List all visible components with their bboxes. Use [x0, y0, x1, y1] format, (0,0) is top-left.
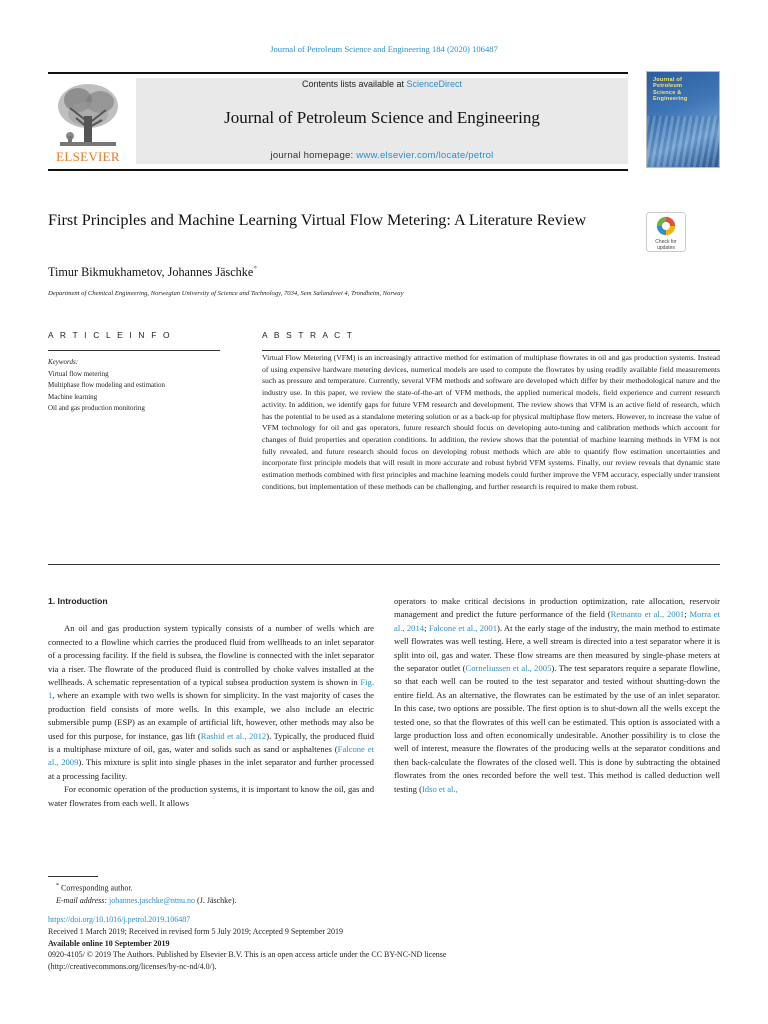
citation-link[interactable]: Falcone et al., 2009: [48, 744, 375, 768]
body-paragraph: [394, 595, 720, 796]
abstract-bottom-rule: [48, 564, 720, 565]
citation-link[interactable]: Falcone et al., 2001: [428, 622, 497, 633]
text-run: ;: [424, 622, 429, 633]
text-run: ). At the early stage of the industry, the main method to estimate well flowrates was well testing. Here, a well stream is directed into a test separator where it is split into oil, gas and water. These flow streams are then measured by single-phase meters at the separator outlet (: [394, 622, 720, 674]
keyword-item: Virtual flow metering: [48, 369, 109, 378]
body-column-right: [394, 595, 720, 796]
email-note: [56, 895, 236, 907]
cover-title-line: Science &: [653, 89, 682, 96]
citation-link[interactable]: Morra et al., 2014: [394, 609, 720, 633]
doi-link[interactable]: https://doi.org/10.1016/j.petrol.2019.106487: [48, 915, 191, 924]
publication-info: [48, 914, 446, 973]
journal-cover-thumbnail[interactable]: [646, 71, 720, 168]
cover-pattern: [647, 116, 720, 168]
affiliation: Department of Chemical Engineering, Norwegian University of Science and Technology, 7034, Sem Sælandsvei 4, Trondheim, Norway: [48, 290, 404, 297]
abstract-text: Virtual Flow Metering (VFM) is an increasingly attractive method for estimation of multiphase flowrates in oil and gas production systems. Instead of using expensive hardware metering devices, numerical models are used to compute the flowrates by using readily available field measurements such as pressure and temperature. Currently, several VFM methods and software are developed which differ by their methodological nature and the industry use. In this paper, we review the state-of-the-art of VFM methods, the applied numerical models, field experience and current research activity. In addition, we identify gaps for future VFM research and development. The review shows that VFM is an active field of research, which has the potential to be used as a standalone metering solution or as a back-up for physical multiphase flow meters. However, to increase the value of VFM technology for oil and gas operators, future research should focus on developing auto-tuning and calibration methods which account for changes of fluid properties and operation conditions. In addition, the review shows that the potential of machine learning methods in VFM is not fully revealed, and future research should focus on developing robust methods which are able to quantify flow estimation uncertainties and incorporate first principle models that will result in more accurate and robust hybrid VFM systems. Finally, our review reveals that dynamic state estimation methods combined with first principles and machine learning models could further improve the VFM accuracy, especially under transient conditions, but implementation of these methods can be challenging, and further research is required to make them robust.: [262, 353, 720, 491]
body-paragraph: [48, 622, 374, 783]
received-dates: Received 1 March 2019; Received in revised form 5 July 2019; Accepted 9 September 2019: [48, 926, 344, 936]
author-list: [48, 264, 257, 280]
elsevier-wordmark: ELSEVIER: [56, 149, 120, 164]
check-for-updates-icon[interactable]: [646, 212, 686, 252]
header-rule-bottom: [48, 169, 628, 171]
license-url: (http://creativecommons.org/licenses/by-nc-nd/4.0/).: [48, 962, 217, 972]
available-online: Available online 10 September 2019: [48, 938, 170, 948]
journal-reference[interactable]: Journal of Petroleum Science and Engineering 184 (2020) 106487: [270, 44, 498, 54]
email-link[interactable]: johannes.jaschke@ntnu.no: [109, 895, 196, 905]
citation-link[interactable]: Idso et al.,: [421, 783, 458, 794]
check-updates-line1: Check for: [655, 239, 677, 245]
body-column-left: [48, 595, 374, 810]
authors-names: Timur Bikmukhametov, Johannes Jäschke: [48, 265, 254, 280]
homepage-prefix: journal homepage:: [270, 150, 357, 161]
text-run: An oil and gas production system typically consists of a number of wells which are connected to a flowline which carries the produced fluid from wellheads to an inlet separator of a processing facility. If the field is subsea, the flowline is connected with the inlet separator via a riser. The flowrate of the produced fluid is controlled by choke valves installed at the wellheads. A schematic representation of a typical subsea production system is shown in: [48, 623, 374, 688]
text-run: , where an example with two wells is shown for simplicity. In the vast majority of cases the production field consists of more wells. In this example, we also include an electric submersible pump (ESP) as an example of artificial lift, however, other methods may also be used for this purpose, for instance, gas lift (: [48, 690, 374, 741]
keywords-label: Keywords:: [48, 358, 79, 366]
text-run: ;: [684, 609, 690, 620]
citation-link[interactable]: Rashid et al., 2012: [200, 730, 267, 741]
keywords-block: [48, 357, 223, 415]
header-rule-top: [48, 72, 628, 74]
article-info-rule: [48, 350, 220, 351]
abstract-heading: A B S T R A C T: [262, 330, 355, 340]
cover-title-line: Petroleum: [653, 83, 683, 90]
cover-title-line: Engineering: [653, 96, 688, 103]
email-suffix: (J. Jäschke).: [195, 895, 237, 905]
footnote-rule: [48, 876, 98, 877]
text-run: ). Typically, the produced fluid is a multiphase mixture of oil, gas, water and solids such as sand or asphaltenes (: [48, 730, 374, 755]
homepage-link[interactable]: www.elsevier.com/locate/petrol: [356, 150, 494, 161]
section-heading-introduction: 1. Introduction: [48, 596, 108, 606]
license-text: 0920-4105/ © 2019 The Authors. Published by Elsevier B.V. This is an open access article under the CC BY-NC-ND license: [48, 950, 447, 960]
keyword-item: Oil and gas production monitoring: [48, 404, 145, 413]
sciencedirect-link[interactable]: ScienceDirect: [406, 79, 463, 89]
article-info-heading: A R T I C L E I N F O: [48, 330, 172, 340]
homepage-line: [136, 150, 628, 161]
text-run: operators to make critical decisions in production optimization, rate allocation, reservoir management and predict the future performance of the field (: [394, 596, 720, 620]
journal-title: Journal of Petroleum Science and Engineering: [224, 108, 540, 127]
footnote-mark: *: [56, 883, 59, 889]
email-label: E-mail address:: [56, 895, 110, 905]
corresponding-author-mark[interactable]: *: [253, 264, 258, 273]
paper-title: First Principles and Machine Learning Virtual Flow Metering: A Literature Review: [48, 211, 587, 229]
corresponding-author-note: [56, 880, 236, 895]
body-paragraph: For economic operation of the production systems, it is important to know the oil, gas and water flowrates from each well. It allows: [48, 784, 374, 808]
cover-title: [653, 77, 715, 103]
figure-link[interactable]: Fig. 1: [48, 677, 374, 701]
cover-title-line: Journal of: [653, 77, 683, 83]
text-run: ). This mixture is split into single phases in the inlet separator and further processed at a processing facility.: [48, 757, 374, 781]
keyword-item: Machine learning: [48, 392, 98, 401]
citation-link[interactable]: Retnanto et al., 2001: [610, 609, 685, 620]
corresponding-label: Corresponding author.: [61, 883, 133, 893]
footnotes: [56, 880, 236, 907]
text-run: ). The test separators require a separate flowline, so that each well can be routed to the test separator and tested without shutting-down the entire field. As an alternative, the flowrates can be estimated by the use of an inlet separator. In this case, two options are possible. The first option is to shut-down all the wells except the tested one, so that the flowrates of this well can be estimated. This option is associated with a large production loss and often economically undesirable. Another possibility is to close the well of interest, measure the flowrates of the producing wells at the separator conditions and then back-calculate the flowrates of the closed well. This is done by subtracting the obtained flowrates from the ones recorded before the well test. This method is called deduction well testing (: [394, 663, 720, 794]
contents-prefix: Contents lists available at: [301, 79, 407, 89]
abstract-rule: [262, 350, 720, 351]
check-updates-line2: updates: [657, 245, 675, 251]
citation-link[interactable]: Corneliussen et al., 2005: [465, 663, 552, 674]
keyword-item: Multiphase flow modeling and estimation: [48, 381, 166, 390]
contents-line: [136, 79, 628, 89]
